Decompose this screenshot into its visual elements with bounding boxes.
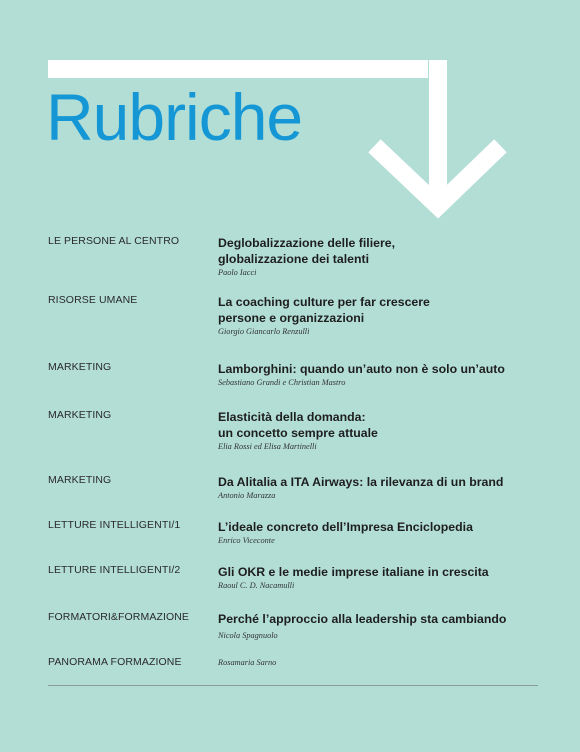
rubric-author: Paolo Iacci <box>218 268 257 277</box>
rubric-category: MARKETING <box>48 474 112 486</box>
headline-line: La coaching culture per far crescere <box>218 295 430 309</box>
bottom-divider <box>48 685 538 686</box>
rubric-headline[interactable] <box>218 564 548 580</box>
headline-line: Da Alitalia a ITA Airways: la rilevanza di un brand <box>218 475 504 489</box>
rubric-category: FORMATORI&FORMAZIONE <box>48 611 190 623</box>
rubric-category: RISORSE UMANE <box>48 294 138 306</box>
rubric-headline[interactable] <box>218 294 548 326</box>
rubric-category: LETTURE INTELLIGENTI/2 <box>48 564 181 576</box>
rubric-category: LETTURE INTELLIGENTI/1 <box>48 519 181 531</box>
rubric-headline[interactable] <box>218 611 548 627</box>
page-title: Rubriche <box>46 80 303 154</box>
rubric-author: Raoul C. D. Nacamulli <box>218 581 295 590</box>
rubric-author: Rosamaria Sarno <box>218 658 277 667</box>
rubric-author: Giorgio Giancarlo Renzulli <box>218 327 310 336</box>
rubric-category: LE PERSONE AL CENTRO <box>48 235 180 247</box>
headline-line: globalizzazione dei talenti <box>218 252 369 266</box>
rubric-category: PANORAMA FORMAZIONE <box>48 656 182 668</box>
headline-line: Gli OKR e le medie imprese italiane in crescita <box>218 565 489 579</box>
headline-line: un concetto sempre attuale <box>218 426 378 440</box>
rubric-author: Nicola Spagnuolo <box>218 631 278 640</box>
rubric-headline[interactable] <box>218 474 548 490</box>
rubric-headline[interactable] <box>218 409 548 441</box>
headline-line: Lamborghini: quando un’auto non è solo un’auto <box>218 362 505 376</box>
rubric-category: MARKETING <box>48 361 112 373</box>
headline-line: Perché l’approccio alla leadership sta cambiando <box>218 612 507 626</box>
rubric-author: Enrico Viceconte <box>218 536 275 545</box>
headline-line: persone e organizzazioni <box>218 311 365 325</box>
rubric-author: Antonio Marazza <box>218 491 276 500</box>
rubric-headline[interactable] <box>218 235 548 267</box>
rubric-author: Sebastiano Grandi e Christian Mastro <box>218 378 346 387</box>
rubric-headline[interactable] <box>218 519 548 535</box>
rubric-headline[interactable] <box>218 361 548 377</box>
headline-line: L’ideale concreto dell’Impresa Enciclopedia <box>218 520 473 534</box>
headline-line: Elasticità della domanda: <box>218 410 366 424</box>
rubric-author: Elia Rossi ed Elisa Martinelli <box>218 442 317 451</box>
rubric-category: MARKETING <box>48 409 112 421</box>
headline-line: Deglobalizzazione delle filiere, <box>218 236 395 250</box>
